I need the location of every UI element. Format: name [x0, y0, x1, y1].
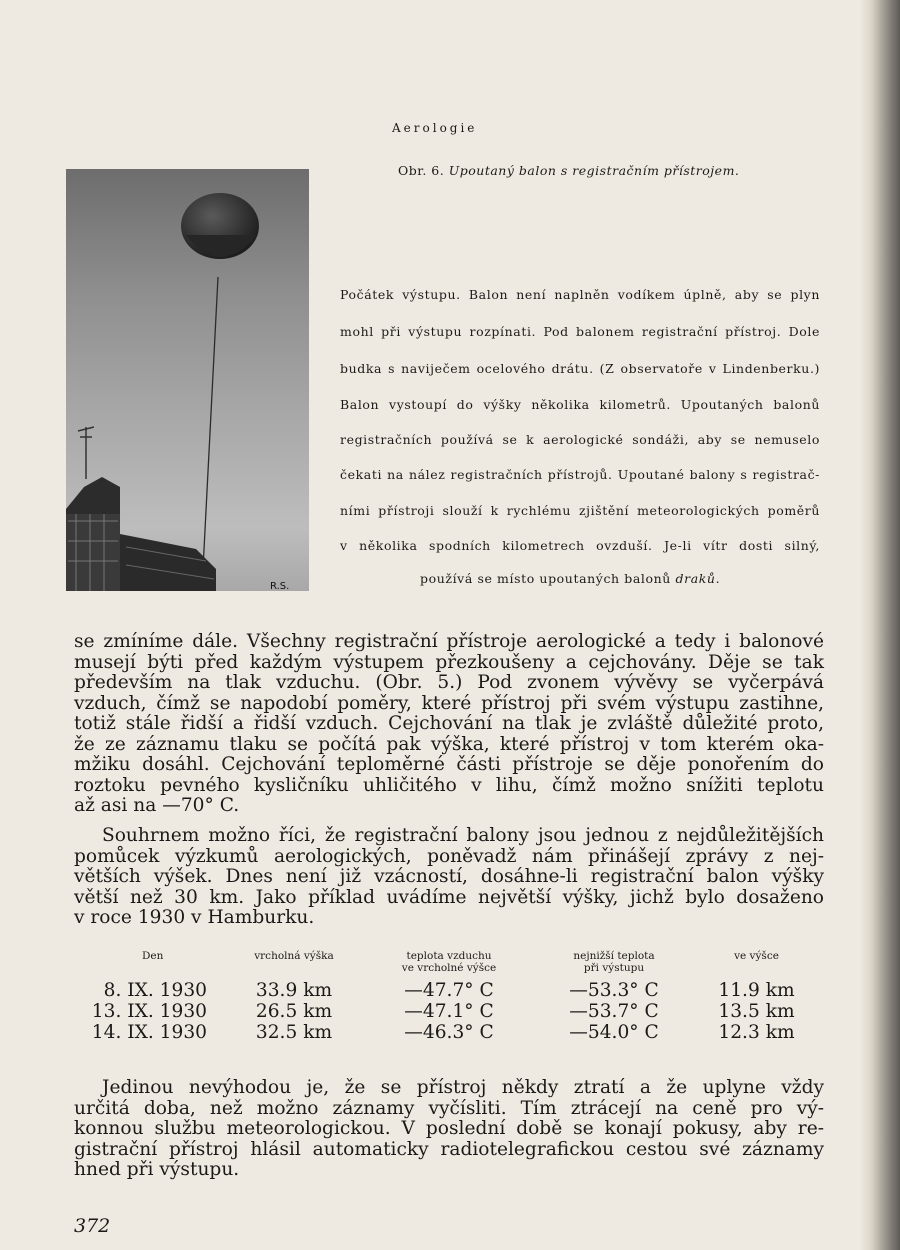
page-edge-shadow [860, 0, 900, 1250]
table-row [74, 1001, 824, 1022]
text-line: že ze záznamu tlaku se počítá pak výška, které přístroj v tom kterém oka- [74, 733, 824, 755]
text-line: Souhrnem možno říci, že registrační balony jsou jednou z nejdůležitějších [102, 825, 824, 846]
paragraph-2 [74, 826, 824, 929]
caption-line-last [420, 571, 900, 586]
table-header-row [74, 950, 824, 980]
caption-line: Počátek výstupu. Balon není naplněn vodíkem úplně, aby se plyn [340, 287, 820, 302]
text-line: musejí býti před každým výstupem přezkoušeny a cejchovány. Děje se tak [74, 651, 824, 673]
cell-peak-altitude: 33.9 km [255, 980, 333, 1001]
column-header-peak-temperature: teplota vzduchu ve vrcholné výšce [401, 950, 497, 974]
cell-lowest-temperature: —54.0° C [569, 1022, 659, 1043]
text-line: totiž stále řidší a řidší vzduch. Cejchování na tlak je zvláště důležité proto, [74, 713, 824, 734]
text-line: větších výšek. Dnes není již vzácností, dosáhne-li registrační balon výšky [74, 866, 824, 887]
text-line: konnou službu meteorologickou. V poslední době se konají pokusy, aby re- [74, 1118, 824, 1139]
cell-peak-temperature: —47.7° C [404, 980, 494, 1001]
text-line: Jedinou nevýhodou je, že se přístroj někdy ztratí a že uplyne vždy [102, 1077, 824, 1098]
column-header-peak-altitude: vrcholná výška [254, 950, 334, 962]
caption-line: budka s naviječem ocelového drátu. (Z observatoře v Lindenberku.) [340, 361, 820, 376]
caption-line: čekati na nález registračních přístrojů. Upoutané balony s registrač- [340, 467, 820, 482]
caption-line: registračních používá se k aerologické sondáži, aby se nemuselo [340, 432, 820, 447]
cell-peak-temperature: —47.1° C [404, 1001, 494, 1022]
cell-peak-altitude: 26.5 km [255, 1001, 333, 1022]
photo-credit: R.S. [270, 581, 290, 591]
text-line: vzduch, čímž se napodobí poměry, které přístroj při svém výstupu zastihne, [74, 692, 824, 714]
column-header-lowest-temperature: nejnižší teplota při výstupu [573, 950, 655, 974]
figure-number: Obr. 6. [398, 163, 445, 178]
table-row [74, 1022, 824, 1043]
altitude-table [74, 950, 824, 1043]
cell-lowest-temperature: —53.3° C [569, 980, 659, 1001]
running-head: Aerologie [392, 121, 478, 135]
tether-line [203, 277, 218, 569]
paragraph-1 [74, 632, 824, 817]
paragraph-3 [74, 1078, 824, 1181]
text-line: především na tlak vzduchu. (Obr. 5.) Pod zvonem vývěvy se vyčerpává [74, 672, 824, 693]
cell-date: 13. IX. 1930 [91, 1001, 207, 1022]
observatory-dome [66, 477, 120, 514]
cell-date: 14. IX. 1930 [91, 1022, 207, 1043]
cell-peak-altitude: 32.5 km [255, 1022, 333, 1043]
page-number: 372 [74, 1215, 111, 1237]
cell-lowest-temperature: —53.7° C [569, 1001, 659, 1022]
cell-at-altitude: 12.3 km [718, 1022, 795, 1043]
cell-at-altitude: 13.5 km [718, 1001, 795, 1022]
text-line: určitá doba, než možno záznamy vyčísliti. Tím ztrácejí na ceně pro vý- [74, 1097, 824, 1119]
text-line: mžiku dosáhl. Cejchování teploměrné části přístroje se děje ponořením do [74, 754, 824, 775]
caption-line: mohl při výstupu rozpínati. Pod balonem registrační přístroj. Dole [340, 324, 820, 339]
text-line: se zmíníme dále. Všechny registrační přístroje aerologické a tedy i balonové [74, 631, 824, 652]
caption-line: ními přístroji slouží k rychlému zjištění meteorologických poměrů [340, 503, 820, 518]
text-line: roztoku pevného kysličníku uhličitého v lihu, čímž možno snížiti teplotu [74, 774, 824, 796]
caption-last-text: používá se místo upoutaných balonů [420, 571, 671, 586]
column-header-at-altitude: ve výšce [734, 950, 779, 962]
text-line: pomůcek výzkumů aerologických, poněvadž nám přinášejí zprávy z nej- [74, 845, 824, 867]
cell-peak-temperature: —46.3° C [404, 1022, 494, 1043]
text-line: až asi na —70° C. [74, 795, 240, 816]
balloon-photo-illustration [66, 169, 309, 591]
cell-at-altitude: 11.9 km [718, 980, 795, 1001]
caption-line: Balon vystoupí do výšky několika kilometrů. Upoutaných balonů [340, 397, 820, 412]
figure-caption-title [398, 163, 778, 178]
figure-caption-text: Upoutaný balon s registračním přístrojem. [448, 163, 740, 178]
balloon-photo [66, 169, 309, 591]
cell-date: 8. IX. 1930 [103, 980, 207, 1001]
text-line: gistrační přístroj hlásil automaticky radiotelegrafickou cestou své záznamy [74, 1138, 824, 1160]
caption-line: v několika spodních kilometrech ovzduší. Je-li vítr dosti silný, [340, 538, 820, 553]
column-header-date: Den [142, 950, 164, 962]
table-row [74, 980, 824, 1001]
text-line: větší než 30 km. Jako příklad uvádíme největší výšky, jichž bylo dosaženo [74, 886, 824, 908]
caption-last-italic: draků. [675, 571, 721, 586]
winch-house [120, 534, 216, 591]
text-line: v roce 1930 v Hamburku. [74, 907, 315, 928]
text-line: hned při výstupu. [74, 1159, 240, 1180]
altitude-table-grid [74, 950, 824, 1043]
